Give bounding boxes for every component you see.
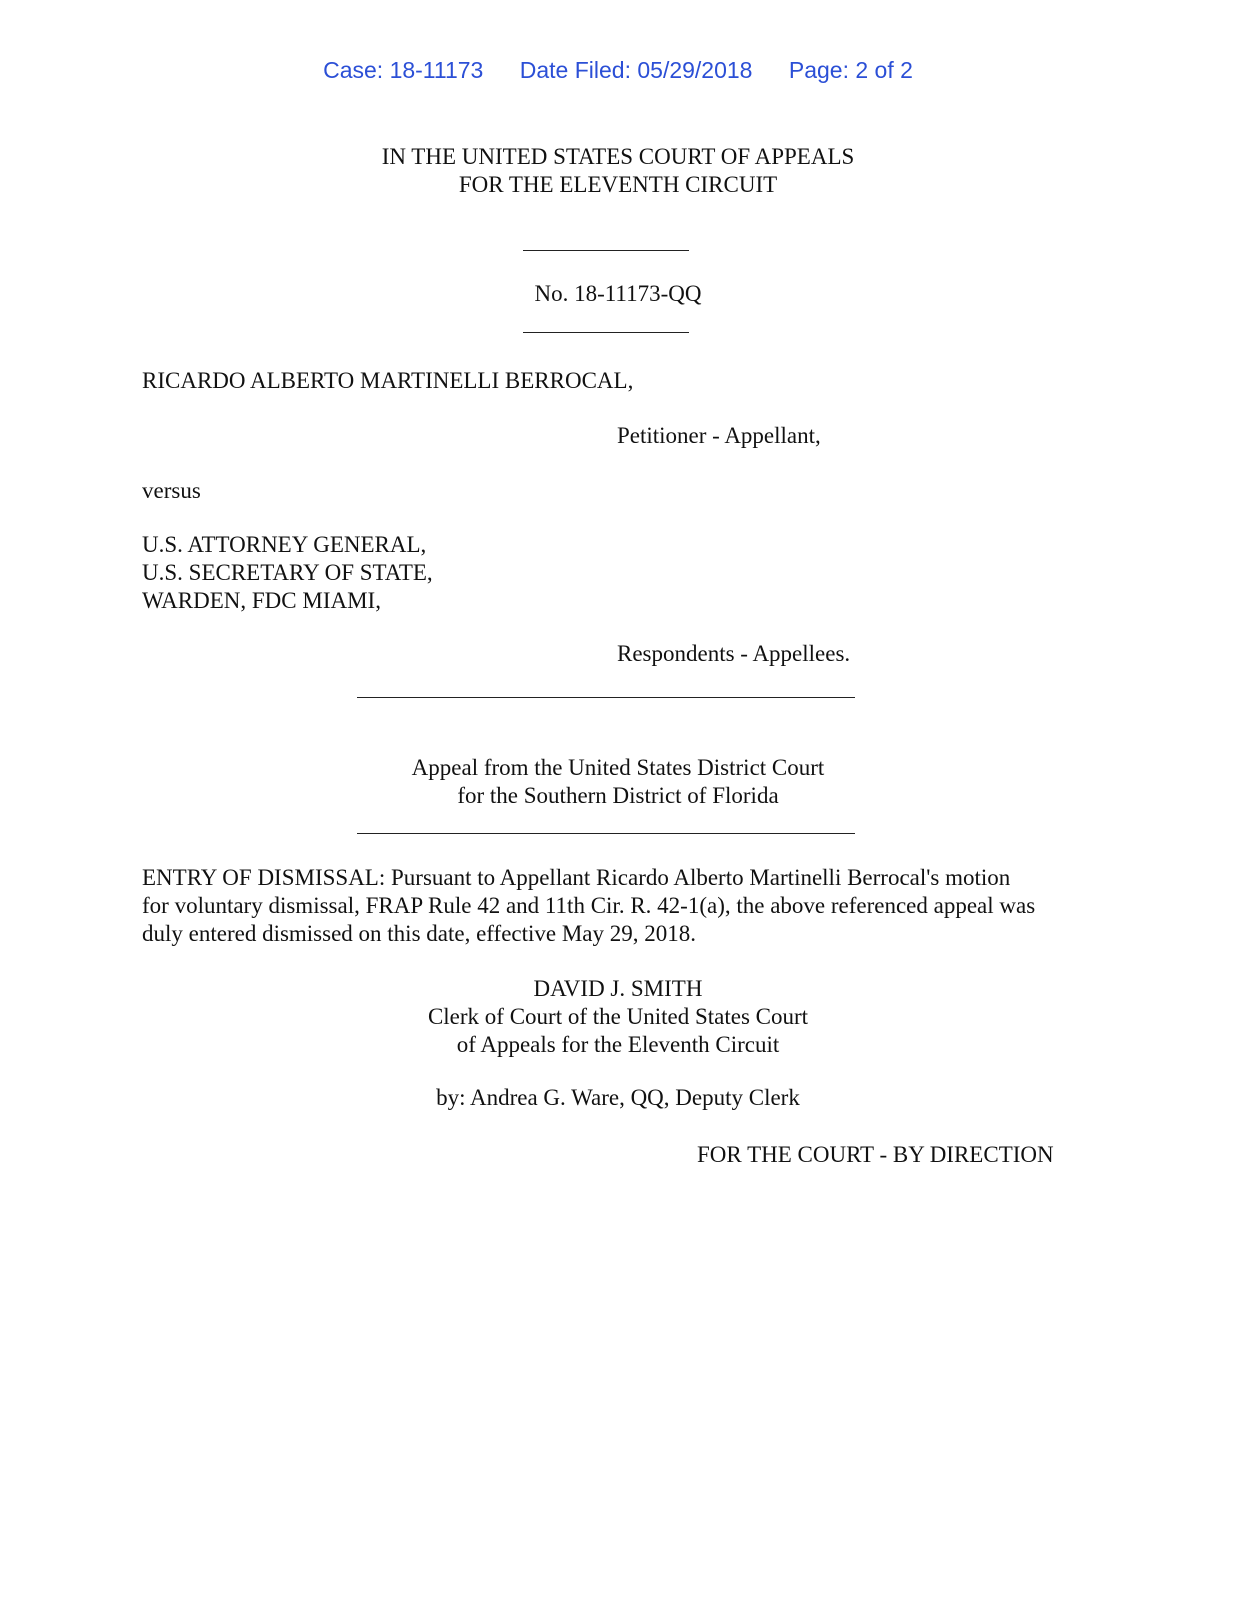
date-filed: Date Filed: 05/29/2018 [519, 57, 753, 83]
entry-line-1: ENTRY OF DISMISSAL: Pursuant to Appellant Ricardo Alberto Martinelli Berrocal's motion [142, 865, 1011, 890]
versus-label: versus [142, 478, 201, 503]
entry-line-3: duly entered dismissed on this date, effective May 29, 2018. [142, 921, 697, 946]
petitioner-name: RICARDO ALBERTO MARTINELLI BERROCAL, [142, 368, 634, 393]
respondents-list [142, 531, 433, 615]
divider-short-top [523, 250, 689, 251]
petitioner-role: Petitioner - Appellant, [617, 423, 821, 448]
respondent-line: U.S. SECRETARY OF STATE, [142, 560, 433, 585]
divider-long-top [357, 697, 855, 698]
respondents-role: Respondents - Appellees. [617, 641, 851, 666]
appeal-origin-line-1: Appeal from the United States District Court [411, 755, 825, 780]
entry-of-dismissal [142, 864, 1082, 948]
court-title [0, 143, 1236, 199]
appeal-origin [0, 754, 1236, 810]
divider-short-bottom [523, 332, 689, 333]
clerk-signature-block [0, 975, 1236, 1059]
clerk-name: DAVID J. SMITH [533, 976, 703, 1001]
docket-number: No. 18-11173-QQ [534, 281, 702, 306]
divider-long-bottom [357, 833, 855, 834]
deputy-clerk: by: Andrea G. Ware, QQ, Deputy Clerk [436, 1085, 800, 1110]
clerk-title-line-2: of Appeals for the Eleventh Circuit [456, 1032, 780, 1057]
clerk-title-line-1: Clerk of Court of the United States Court [427, 1004, 809, 1029]
court-title-line-2: FOR THE ELEVENTH CIRCUIT [458, 172, 778, 197]
respondent-line: U.S. ATTORNEY GENERAL, [142, 532, 427, 557]
respondent-line: WARDEN, FDC MIAMI, [142, 588, 381, 613]
page-indicator: Page: 2 of 2 [788, 57, 913, 83]
court-direction-footer: FOR THE COURT - BY DIRECTION [697, 1142, 1054, 1167]
entry-line-2: for voluntary dismissal, FRAP Rule 42 and 11th Cir. R. 42-1(a), the above referenced appeal was [142, 893, 1036, 918]
case-number: Case: 18-11173 [323, 57, 484, 83]
appeal-origin-line-2: for the Southern District of Florida [457, 783, 779, 808]
filing-header [0, 57, 1236, 84]
court-title-line-1: IN THE UNITED STATES COURT OF APPEALS [381, 144, 855, 169]
